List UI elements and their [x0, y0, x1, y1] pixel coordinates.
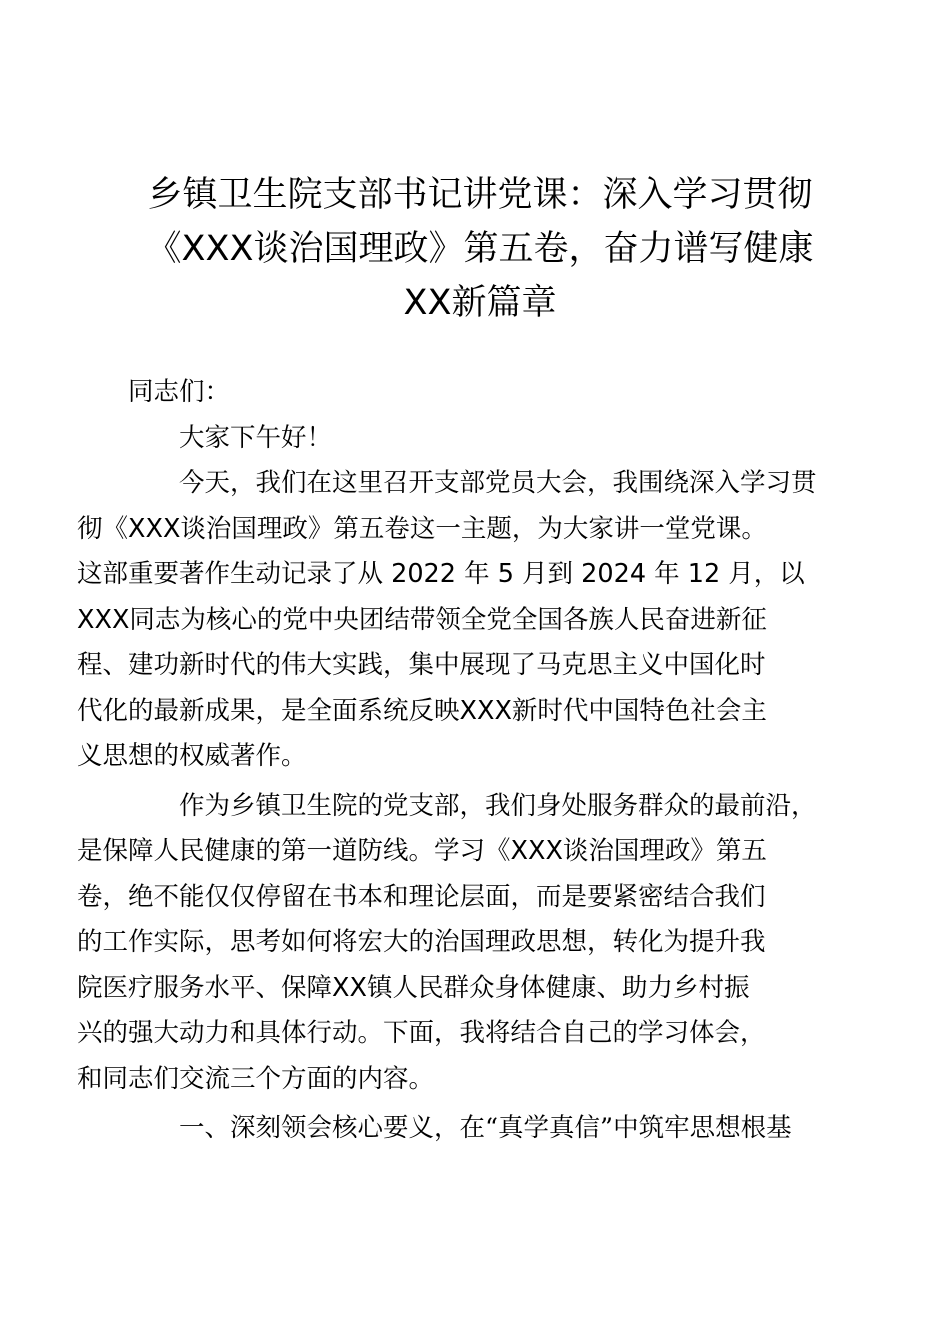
paragraph-1-line: 义思想的权威著作。: [77, 741, 307, 771]
title-line-1: 乡镇卫生院支部书记讲党课：深入学习贯彻: [147, 175, 813, 215]
paragraph-1-line: 今天，我们在这里召开支部党员大会，我围绕深入学习贯: [179, 468, 817, 498]
paragraph-2-line: 兴的强大动力和具体行动。下面，我将结合自己的学习体会，: [77, 1018, 766, 1048]
paragraph-2-line: 是保障人民健康的第一道防线。学习《XXX谈治国理政》第五: [77, 836, 767, 866]
paragraph-2-line: 作为乡镇卫生院的党支部，我们身处服务群众的最前沿，: [179, 790, 817, 821]
paragraph-1-line: 代化的最新成果，是全面系统反映XXX新时代中国特色社会主: [77, 695, 767, 726]
title-line-2: 《XXX谈治国理政》第五卷，奋力谱写健康: [146, 229, 814, 269]
paragraph-1-line: 这部重要著作生动记录了从 2022 年 5 月到 2024 年 12 月，以: [77, 559, 805, 589]
section-1-heading: 一、深刻领会核心要义，在“真学真信”中筑牢思想根基: [179, 1113, 792, 1143]
paragraph-1-line: XXX同志为核心的党中央团结带领全党全国各族人民奋进新征: [77, 604, 767, 635]
document-body: [77, 370, 838, 1152]
paragraph-1: [77, 461, 838, 780]
paragraph-2-line: 的工作实际，思考如何将宏大的治国理政思想，转化为提升我: [77, 927, 766, 957]
title-line-3: XX新篇章: [403, 283, 557, 323]
paragraph-2: [77, 784, 838, 1103]
paragraph-1-line: 彻《XXX谈治国理政》第五卷这一主题，为大家讲一堂党课。: [77, 513, 767, 544]
salutation: 同志们：: [128, 377, 231, 407]
paragraph-2-line: 卷，绝不能仅仅停留在书本和理论层面，而是要紧密结合我们: [77, 881, 766, 912]
paragraph-2-line: 和同志们交流三个方面的内容。: [77, 1063, 435, 1094]
paragraph-2-line: 院医疗服务水平、保障XX镇人民群众身体健康、助力乡村振: [77, 972, 750, 1003]
paragraph-1-line: 程、建功新时代的伟大实践，集中展现了马克思主义中国化时: [77, 650, 766, 680]
greeting-text: 大家下午好！: [179, 422, 333, 453]
greeting: [128, 416, 838, 462]
document-title: [120, 168, 840, 330]
